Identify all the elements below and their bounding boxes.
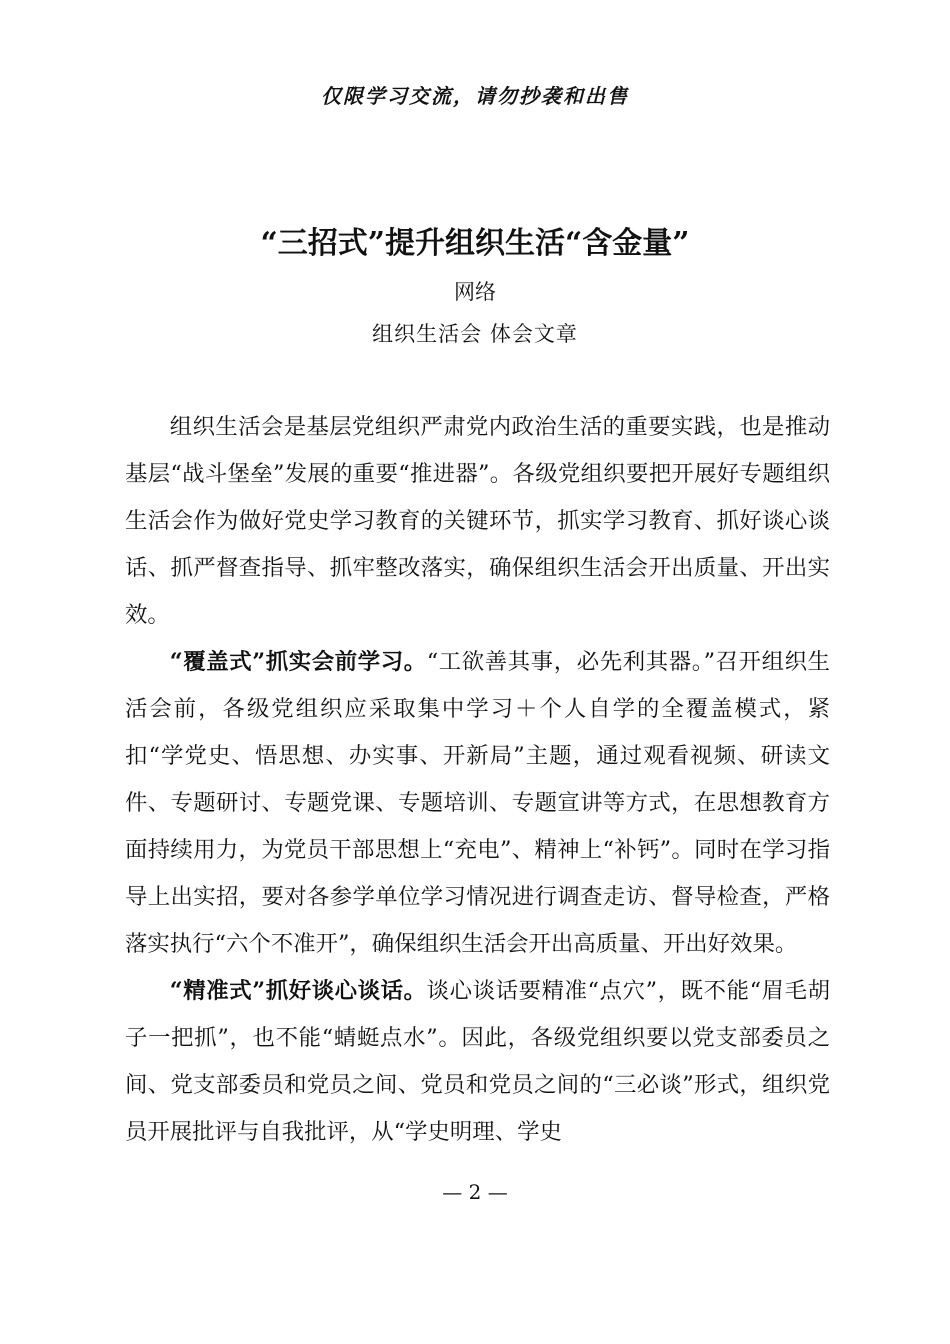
paragraph-lead: “覆盖式”抓实会前学习。: [169, 649, 427, 675]
paragraph-intro: [125, 404, 830, 639]
paragraph-lead: “精准式”抓好谈心谈话。: [169, 978, 427, 1004]
paragraph-text: 组织生活会是基层党组织严肃党内政治生活的重要实践，也是推动基层“战斗堡垒”发展的重要“推进器”。各级党组织要把开展好专题组织生活会作为做好党史学习教育的关键环节，抓实学习教育、抓好谈心谈话、抓严督查指导、抓牢整改落实，确保组织生活会开出质量、开出实效。: [125, 414, 830, 628]
article-tags: 组织生活会 体会文章: [372, 322, 578, 346]
article-body: [125, 404, 830, 1156]
paragraph-text: 谈心谈话要精准“点穴”，既不能“眉毛胡子一把抓”，也不能“蜻蜓点水”。因此，各级党组织要以党支部委员之间、党支部委员和党员之间、党员和党员之间的“三必谈”形式，组织党员开展批评与自我批评，从“学史明理、学史: [125, 978, 830, 1145]
paragraph-study: [125, 639, 830, 968]
article-author: 网络: [454, 280, 496, 304]
page-number: — 2 —: [442, 1180, 508, 1204]
header-watermark: 仅限学习交流，请勿抄袭和出售: [321, 84, 629, 108]
paragraph-talks: [125, 968, 830, 1156]
paragraph-text: “工欲善其事，必先利其器。”召开组织生活会前，各级党组织应采取集中学习＋个人自学的全覆盖模式，紧扣“学党史、悟思想、办实事、开新局”主题，通过观看视频、研读文件、专题研讨、专题党课、专题培训、专题宣讲等方式，在思想教育方面持续用力，为党员干部思想上“充电”、精神上“补钙”。同时在学习指导上出实招，要对各参学单位学习情况进行调查走访、督导检查，严格落实执行“六个不准开”，确保组织生活会开出高质量、开出好效果。: [125, 649, 830, 957]
article-title: “三招式”提升组织生活“含金量”: [260, 226, 690, 261]
